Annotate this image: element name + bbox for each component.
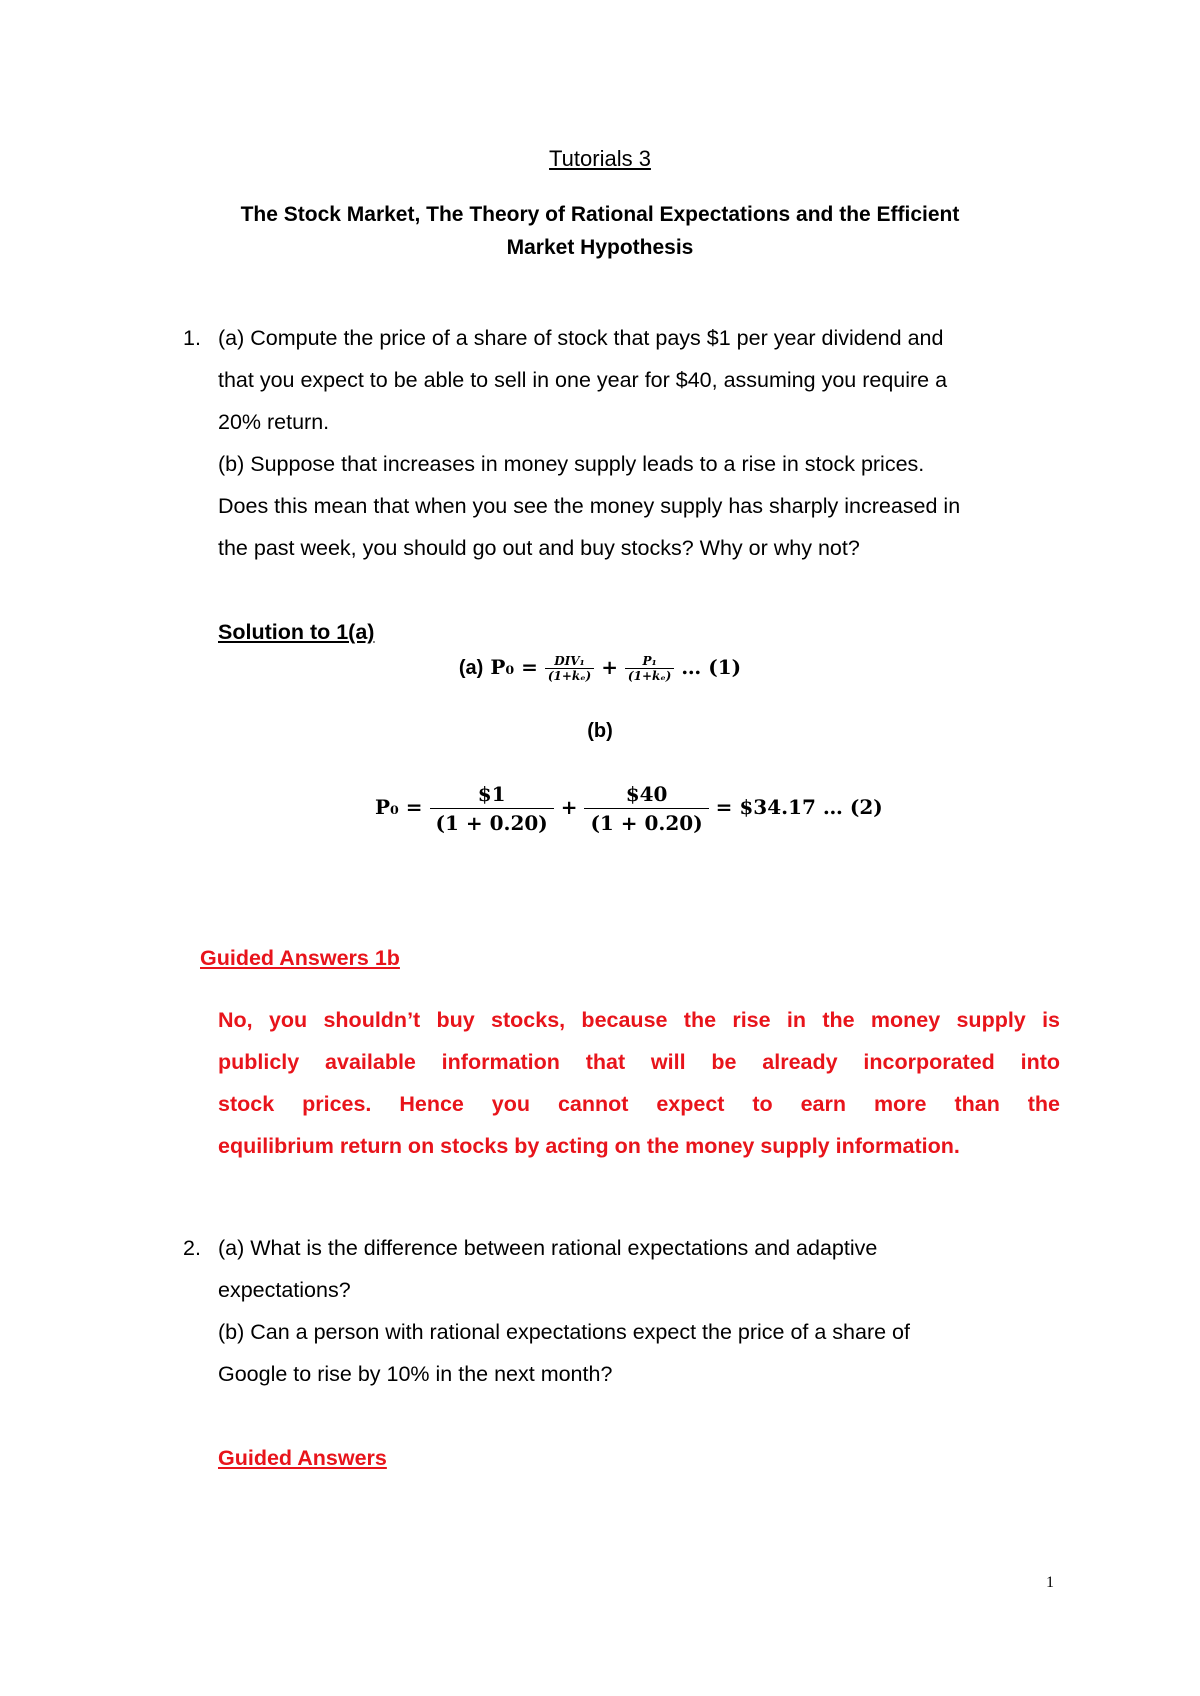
subtitle-line-2: Market Hypothesis [506, 236, 694, 259]
equation-2-lhs: P₀ = [375, 795, 423, 819]
equation-1 [0, 654, 1200, 683]
question-1-line: that you expect to be able to sell in one year for $40, assuming you require a [218, 368, 948, 392]
page-title: Tutorials 3 [549, 146, 651, 171]
guided-answers-1b-heading: Guided Answers 1b [200, 946, 400, 970]
fraction-denominator: (1 + 0.20) [430, 808, 554, 837]
guided-answer-line: stock prices. Hence you cannot expect to earn more than the [218, 1092, 1060, 1116]
question-2-number: 2. [183, 1236, 201, 1260]
solution-heading: Solution to 1(a) [218, 620, 375, 644]
question-1-line: Does this mean that when you see the money supply has sharply increased in [218, 494, 961, 518]
fraction-denominator: (1+kₑ) [545, 668, 594, 683]
question-1-line: 20% return. [218, 410, 330, 434]
fraction-numerator: P₁ [642, 654, 657, 668]
equation-1-fraction-1 [545, 654, 594, 683]
equation-2 [375, 780, 883, 837]
fraction-denominator: (1 + 0.20) [584, 808, 708, 837]
subtitle-line-1: The Stock Market, The Theory of Rational Expectations and the Efficient [240, 203, 960, 226]
fraction-numerator: $40 [625, 782, 668, 806]
page-number: 1 [1046, 1574, 1054, 1591]
question-1-line: (a) Compute the price of a share of stock that pays $1 per year dividend and [218, 326, 944, 350]
equation-1-tail: … (1) [681, 655, 742, 679]
guided-answer-line: equilibrium return on stocks by acting on the money supply information. [218, 1134, 960, 1158]
equation-2-result: = $34.17 … (2) [715, 795, 883, 819]
equation-b-label: (b) [587, 720, 613, 742]
equation-1-lhs: P₀ = [490, 655, 538, 679]
equation-2-fraction-2 [584, 780, 708, 837]
guided-answer-line: publicly available information that will be already incorporated into [218, 1050, 1060, 1074]
fraction-numerator: $1 [477, 782, 506, 806]
question-1-number: 1. [183, 326, 201, 350]
question-2-line: (b) Can a person with rational expectations expect the price of a share of [218, 1320, 910, 1344]
question-2-line: expectations? [218, 1278, 351, 1302]
equation-2-fraction-1 [430, 780, 554, 837]
question-2-line: (a) What is the difference between rational expectations and adaptive [218, 1236, 878, 1260]
question-1-line: the past week, you should go out and buy stocks? Why or why not? [218, 536, 860, 560]
plus-sign: + [560, 795, 578, 819]
fraction-denominator: (1+kₑ) [625, 668, 674, 683]
page-subtitle [0, 198, 1200, 264]
equation-1-fraction-2 [625, 654, 674, 683]
question-2-line: Google to rise by 10% in the next month? [218, 1362, 613, 1386]
guided-answer-line: No, you shouldn’t buy stocks, because the rise in the money supply is [218, 1008, 1060, 1032]
equation-1-label: (a) [458, 657, 484, 679]
plus-sign: + [601, 655, 618, 679]
fraction-numerator: DIV₁ [554, 654, 585, 668]
guided-answers-2-heading: Guided Answers [218, 1446, 387, 1470]
question-1-line: (b) Suppose that increases in money supply leads to a rise in stock prices. [218, 452, 925, 476]
